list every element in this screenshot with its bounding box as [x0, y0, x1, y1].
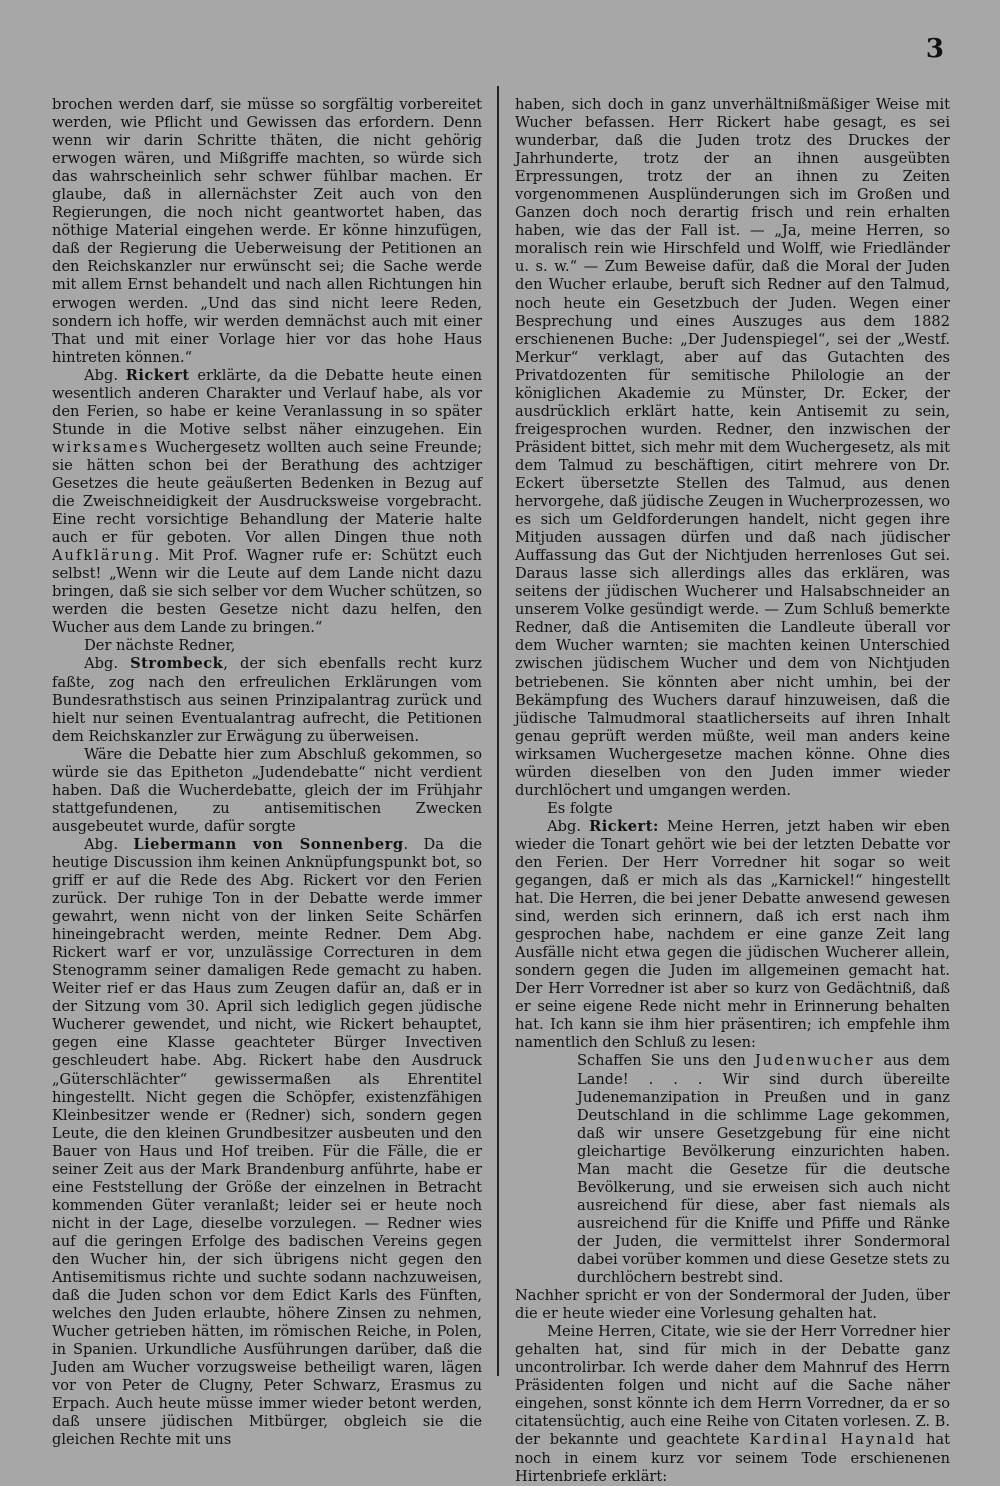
speaker-prefix: Abg.	[547, 817, 590, 835]
paragraph-rickert-speech	[515, 818, 950, 1053]
paragraph: Es folgte	[547, 799, 613, 817]
paragraph-liebermann	[52, 836, 482, 1450]
paragraph-text: hat noch in einem kurz vor seinem Tode erschienenen Hirtenbriefe erklärt:	[515, 1431, 950, 1485]
quote-text: aus dem Lande! . . . Wir sind durch übereilte Judenemanzipation in Preußen und in ganz Deutschland in die schlimme Lage gekommen, daß wir unsere Gesetzgebung für eine nicht gleichartige Bevölkerung einzurichten haben. Man macht die Gesetze für die deutsche Bevölkerung, und sie erweisen sich auch nicht ausreichend für diese, aber fast niemals als ausreichend für die Kniffe und Pfiffe und Ränke der Juden, die vermittelst ihrer Sondermoral dabei vorüber kommen und diese Gesetze stets zu durchlöchern bestrebt sind.	[577, 1052, 951, 1287]
paragraph: brochen werden darf, sie müsse so sorgfältig vorbereitet werden, wie Pflicht und Gewissen das erfordern. Denn wenn wir darin Schritte thäten, die nicht gehörig erwogen wären, und Mißgriffe machten, so würde sich das wahrscheinlich sehr schwer fühlbar machen. Er glaube, daß in allernächster Zeit auch von den Regierungen, die noch nicht geantwortet haben, das nöthige Material eingehen werde. Er könne hinzufügen, daß der Regierung die Ueberweisung der Petitionen an den Reichskanzler nur erwünscht sei; die Sache werde mit allem Ernst behandelt und nach allen Richtungen hin erwogen werden. „Und das sind nicht leere Reden, sondern ich hoffe, wir werden demnächst auch mit einer That und mit einer Vorlage hier vor das hohe Haus hintreten können.“	[52, 96, 482, 366]
column-divider	[497, 86, 499, 1376]
paragraph: haben, sich doch in ganz unverhältnißmäßiger Weise mit Wucher befassen. Herr Rickert habe gesagt, es sei wunderbar, daß die Juden trotz des Druckes der Jahrhunderte, trotz der an ihnen ausgeübten Erpressungen, trotz der an ihnen zu Zeiten vorgenommenen Ausplünderungen sich im Großen und Ganzen doch noch derartig frisch und rein erhalten haben, wie das der Fall ist. — „Ja, meine Herren, so moralisch rein wie Hirschfeld und Wolff, wie Friedländer u. s. w.“ — Zum Beweise dafür, daß die Moral der Juden den Wucher erlaube, beruft sich Redner auf den Talmud, noch heute ein Gesetzbuch der Juden. Wegen einer Besprechung und eines Auszuges aus dem 1882 erschienenen Buche: „Der Judenspiegel“, sei der „Westf. Merkur“ verklagt, aber auf das Gutachten des Privatdozenten für semitische Philologie an der königlichen Akademie zu Münster, Dr. Ecker, der ausdrücklich erklärt hatte, kein Antisemit zu sein, freigesprochen wurden. Redner, den inzwischen der Präsident bittet, sich mehr mit dem Wuchergesetz, als mit dem Talmud zu beschäftigen, citirt mehrere von Dr. Eckert übersetzte Stellen des Talmud, aus denen hervorgehe, daß jüdische Zeugen in Wucherprozessen, wo es sich um Geldforderungen handelt, nicht gegen ihre Mitjuden aussagen dürfen und daß nach jüdischer Auffassung das Gut der Nichtjuden herrenloses Gut sei. Daraus lasse sich allerdings alles das erklären, was seitens der jüdischen Wucherer und Halsabschneider an unserem Volke gesündigt werde. — Zum Schluß bemerkte Redner, daß die Antisemiten die Landleute überall vor dem Wucher warnten; sie machten keinen Unterschied zwischen jüdischem Wucher und dem von Nichtjuden betriebenen. Sie könnten aber nicht umhin, bei der Bekämpfung des Wuchers darauf hinzuweisen, daß die jüdische Talmudmoral staatlicherseits auf ihren Inhalt genau geprüft werden müßte, weil man anders keine wirksamen Wuchergesetze machen könne. Ohne dies würden dieselben von den Juden immer wieder durchlöchert und umgangen werden.	[515, 96, 950, 799]
speaker-name: Rickert	[125, 366, 190, 384]
paragraph-text: Meine Herren, jetzt haben wir eben wieder die Tonart gehört wie bei der letzten Debatte vor den Ferien. Der Herr Vorredner hit sogar so weit gegangen, daß er mich als das „Karnickel!“ hingestellt hat. Die Herren, die bei jener Debatte anwesend gewesen sind, werden sich erinnern, daß ich erst nach ihm gesprochen habe, nachdem er eine ganze Zeit lang Ausfälle nicht etwa gegen die jüdischen Wucherer allein, sondern gegen die Juden im allgemeinen gemacht hat. Der Herr Vorredner ist aber so kurz von Gedächtniß, daß er seine eigene Rede nicht mehr in Erinnerung behalten hat. Ich kann sie ihm hier präsentiren; ich empfehle ihm namentlich den Schluß zu lesen:	[515, 817, 950, 1052]
emphasis-text: Kardinal Haynald	[749, 1431, 917, 1449]
paragraph-rickert	[52, 367, 482, 638]
right-column	[515, 96, 950, 1486]
paragraph: Wäre die Debatte hier zum Abschluß gekommen, so würde sie das Epitheton „Judendebatte“ nicht verdient haben. Daß die Wucherdebatte, gleich der im Frühjahr stattgefundenen, zu antisemitischen Zwecken ausgebeutet wurde, dafür sorgte	[52, 745, 482, 835]
paragraph-text: . Mit Prof. Wagner rufe er: Schützt euch selbst! „Wenn wir die Leute auf dem Lande nicht dazu bringen, daß sie sich selber vor dem Wucher schützen, so werden die besten Gesetze nicht dazu helfen, den Wucher aus dem Lande zu bringen.“	[52, 547, 482, 637]
paragraph: Nachher spricht er von der Sondermoral der Juden, über die er heute wieder eine Vorlesung gehalten hat.	[515, 1287, 950, 1323]
paragraph-text: . Da die heutige Discussion ihm keinen Anknüpfungspunkt bot, so griff er auf die Rede des Abg. Rickert vor den Ferien zurück. Der ruhige Ton in der Debatte werde immer gewahrt, wenn nicht von der linken Seite Schärfen hineingebracht werden, meinte Redner. Dem Abg. Rickert warf er vor, unzulässige Correcturen in dem Stenogramm seiner damaligen Rede gemacht zu haben. Weiter rief er das Haus zum Zeugen dafür an, daß er in der Sitzung vom 30. April sich lediglich gegen jüdische Wucherer gewendet, und nicht, wie Rickert behauptet, gegen eine Klasse geachteter Bürger Invectiven geschleudert habe. Abg. Rickert habe den Ausdruck „Güterschlächter“ gewissermaßen als Ehrentitel hingestellt. Nicht gegen die Schöpfer, existenzfähigen Kleinbesitzer wende er (Redner) sich, sondern gegen Leute, die den kleinen Grundbesitzer ausbeuten und den Bauer von Haus und Hof treiben. Für die Fälle, die er seiner Zeit aus der Mark Brandenburg anführte, habe er eine Feststellung der Größe der einzelnen in Betracht kommenden Güter veranlaßt; leider sei er heute noch nicht in der Lage, dieselbe vorzulegen. — Redner wies auf die geringen Erfolge des badischen Vereins gegen den Wucher hin, der sich übrigens nicht gegen den Antisemitismus richte und suchte sodann nachzuweisen, daß die Juden schon vor dem Edict Karls des Fünften, welches den Juden erlaubte, höhere Zinsen zu nehmen, Wucher getrieben hätten, im römischen Reiche, in Polen, in Spanien. Urkundliche Ausführungen darüber, daß die Juden am Wucher vorzugsweise betheiligt waren, lägen vor von Peter de Clugny, Peter Schwarz, Erasmus zu Erpach. Auch heute müsse immer wieder betont werden, daß unsere jüdischen Mitbürger, obgleich sie die gleichen Rechte mit uns	[52, 835, 482, 1449]
paragraph-text: , der sich ebenfalls recht kurz faßte, zog nach den erfreulichen Erklärungen vom Bundesrathstisch aus seinen Prinzipalantrag zurück und hielt nur seinen Eventualantrag aufrecht, die Petitionen dem Reichskanzler zur Erwägung zu überweisen.	[52, 655, 482, 745]
speaker-name: Liebermann von Sonnenberg	[133, 835, 404, 853]
speaker-prefix: Abg.	[84, 655, 131, 673]
paragraph: Der nächste Redner,	[84, 637, 236, 655]
page-number: 3	[925, 34, 944, 64]
paragraph-text: Wuchergesetz wollten auch seine Freunde; sie hätten schon bei der Berathung des achtziger Gesetzes die heute geäußerten Bedenken in Bezug auf die Zweischneidigkeit der Ausdrucksweise vorgebracht. Eine recht vorsichtige Behandlung der Materie halte auch er für geboten. Vor allen Dingen thue noth	[52, 438, 482, 547]
block-quote	[577, 1052, 950, 1287]
quote-text: Schaffen Sie uns den	[577, 1052, 755, 1070]
speaker-prefix: Abg.	[84, 835, 134, 853]
emphasis-text: Aufklärung	[52, 547, 155, 565]
speaker-prefix: Abg.	[84, 366, 126, 384]
speaker-name: Strombeck	[130, 655, 224, 673]
speaker-name: Rickert:	[589, 817, 659, 835]
paragraph-strombeck	[52, 655, 482, 745]
paragraph	[515, 1323, 950, 1485]
left-column	[52, 96, 482, 1450]
emphasis-text: Judenwucher	[754, 1052, 875, 1070]
paragraph-text: erklärte, da die Debatte heute einen wesentlich anderen Charakter und Verlauf habe, als vor den Ferien, so habe er keine Veranlassung in so später Stunde in die Motive selbst näher einzugehen. Ein	[52, 366, 482, 438]
emphasis-text: wirksames	[52, 438, 150, 456]
paragraph-text: Meine Herren, Citate, wie sie der Herr Vorredner hier gehalten hat, sind für mich in der Debatte ganz uncontrolirbar. Ich werde daher dem Mahnruf des Herrn Präsidenten folgen und nicht auf die Sache näher eingehen, sonst könnte ich dem Herrn Vorredner, da er so citatensüchtig, auch eine Reihe von Citaten vorlesen. Z. B. der bekannte und geachtete	[515, 1323, 950, 1449]
